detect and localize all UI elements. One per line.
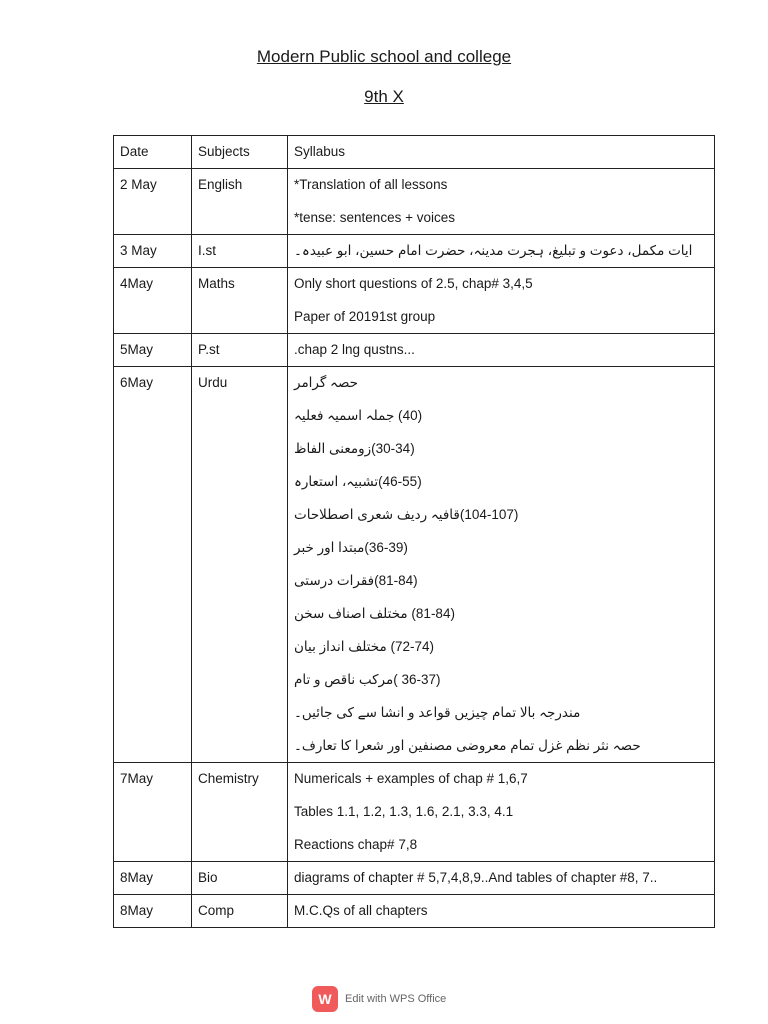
subject-cell: Urdu xyxy=(192,367,288,763)
date-cell: 4May xyxy=(114,268,192,334)
table-row xyxy=(114,367,715,763)
date-cell: 7May xyxy=(114,763,192,862)
table-row xyxy=(114,169,715,235)
wps-footer-label: Edit with WPS Office xyxy=(345,993,447,1005)
subject-cell: Comp xyxy=(192,895,288,928)
header-date: Date xyxy=(114,136,192,169)
subject-cell: English xyxy=(192,169,288,235)
syllabus-line: Paper of 20191st group xyxy=(294,309,436,324)
subject-cell: P.st xyxy=(192,334,288,367)
syllabus-line: .chap 2 lng qustns... xyxy=(294,342,415,357)
syllabus-line: (104-107)قافیہ ردیف شعری اصطلاحات xyxy=(294,507,519,522)
syllabus-line: مندرجہ بالا تمام چیزیں قواعد و انشا سے کی جائیں۔ xyxy=(294,705,581,720)
syllabus-line: (40) جملہ اسمیہ فعلیہ xyxy=(294,408,423,423)
header-syllabus: Syllabus xyxy=(288,136,715,169)
syllabus-line: حصہ نثر نظم غزل تمام معروضی مصنفین اور شعرا کا تعارف۔ xyxy=(294,738,641,753)
syllabus-cell xyxy=(288,235,715,268)
header-subjects: Subjects xyxy=(192,136,288,169)
syllabus-line: Only short questions of 2.5, chap# 3,4,5 xyxy=(294,276,533,291)
syllabus-line: (81-84)فقرات درستی xyxy=(294,573,418,588)
syllabus-table xyxy=(113,135,715,928)
syllabus-line: حصہ گرامر xyxy=(294,375,359,390)
syllabus-line: M.C.Qs of all chapters xyxy=(294,903,428,918)
syllabus-line: (81-84) مختلف اصناف سخن xyxy=(294,606,455,621)
syllabus-cell xyxy=(288,895,715,928)
syllabus-cell xyxy=(288,334,715,367)
syllabus-cell xyxy=(288,169,715,235)
date-cell: 6May xyxy=(114,367,192,763)
table-row xyxy=(114,895,715,928)
table-header-row xyxy=(114,136,715,169)
date-cell: 3 May xyxy=(114,235,192,268)
syllabus-line: diagrams of chapter # 5,7,4,8,9..And tables of chapter #8, 7.. xyxy=(294,870,658,885)
syllabus-line: *tense: sentences + voices xyxy=(294,210,455,225)
date-cell: 8May xyxy=(114,862,192,895)
table-row xyxy=(114,763,715,862)
table-row xyxy=(114,862,715,895)
syllabus-line: (30-34)زومعنی الفاظ xyxy=(294,441,415,456)
table-row xyxy=(114,268,715,334)
syllabus-cell xyxy=(288,763,715,862)
syllabus-line: Tables 1.1, 1.2, 1.3, 1.6, 2.1, 3.3, 4.1 xyxy=(294,804,514,819)
subject-cell: Maths xyxy=(192,268,288,334)
syllabus-line: (36-37 )مرکب ناقص و تام xyxy=(294,672,441,687)
syllabus-cell xyxy=(288,367,715,763)
subject-cell: I.st xyxy=(192,235,288,268)
subject-cell: Bio xyxy=(192,862,288,895)
syllabus-line: ایات مکمل، دعوت و تبلیغ، ہجرت مدینہ، حضرت امام حسین، ابو عبیدہ۔ xyxy=(294,243,693,258)
table-row xyxy=(114,334,715,367)
wps-logo-icon: W xyxy=(312,986,338,1012)
date-cell: 5May xyxy=(114,334,192,367)
syllabus-line: *Translation of all lessons xyxy=(294,177,448,192)
syllabus-line: Numericals + examples of chap # 1,6,7 xyxy=(294,771,528,786)
class-title: 9th X xyxy=(364,87,404,106)
syllabus-line: (46-55)تشبیہ، استعارہ xyxy=(294,474,422,489)
subject-cell: Chemistry xyxy=(192,763,288,862)
date-cell: 2 May xyxy=(114,169,192,235)
wps-footer[interactable] xyxy=(312,986,446,1012)
syllabus-cell xyxy=(288,862,715,895)
date-cell: 8May xyxy=(114,895,192,928)
school-title: Modern Public school and college xyxy=(256,47,512,66)
syllabus-line: (36-39)مبتدا اور خبر xyxy=(294,540,408,555)
syllabus-line: Reactions chap# 7,8 xyxy=(294,837,418,852)
syllabus-line: (72-74) مختلف انداز بیان xyxy=(294,639,434,654)
table-row xyxy=(114,235,715,268)
syllabus-cell xyxy=(288,268,715,334)
